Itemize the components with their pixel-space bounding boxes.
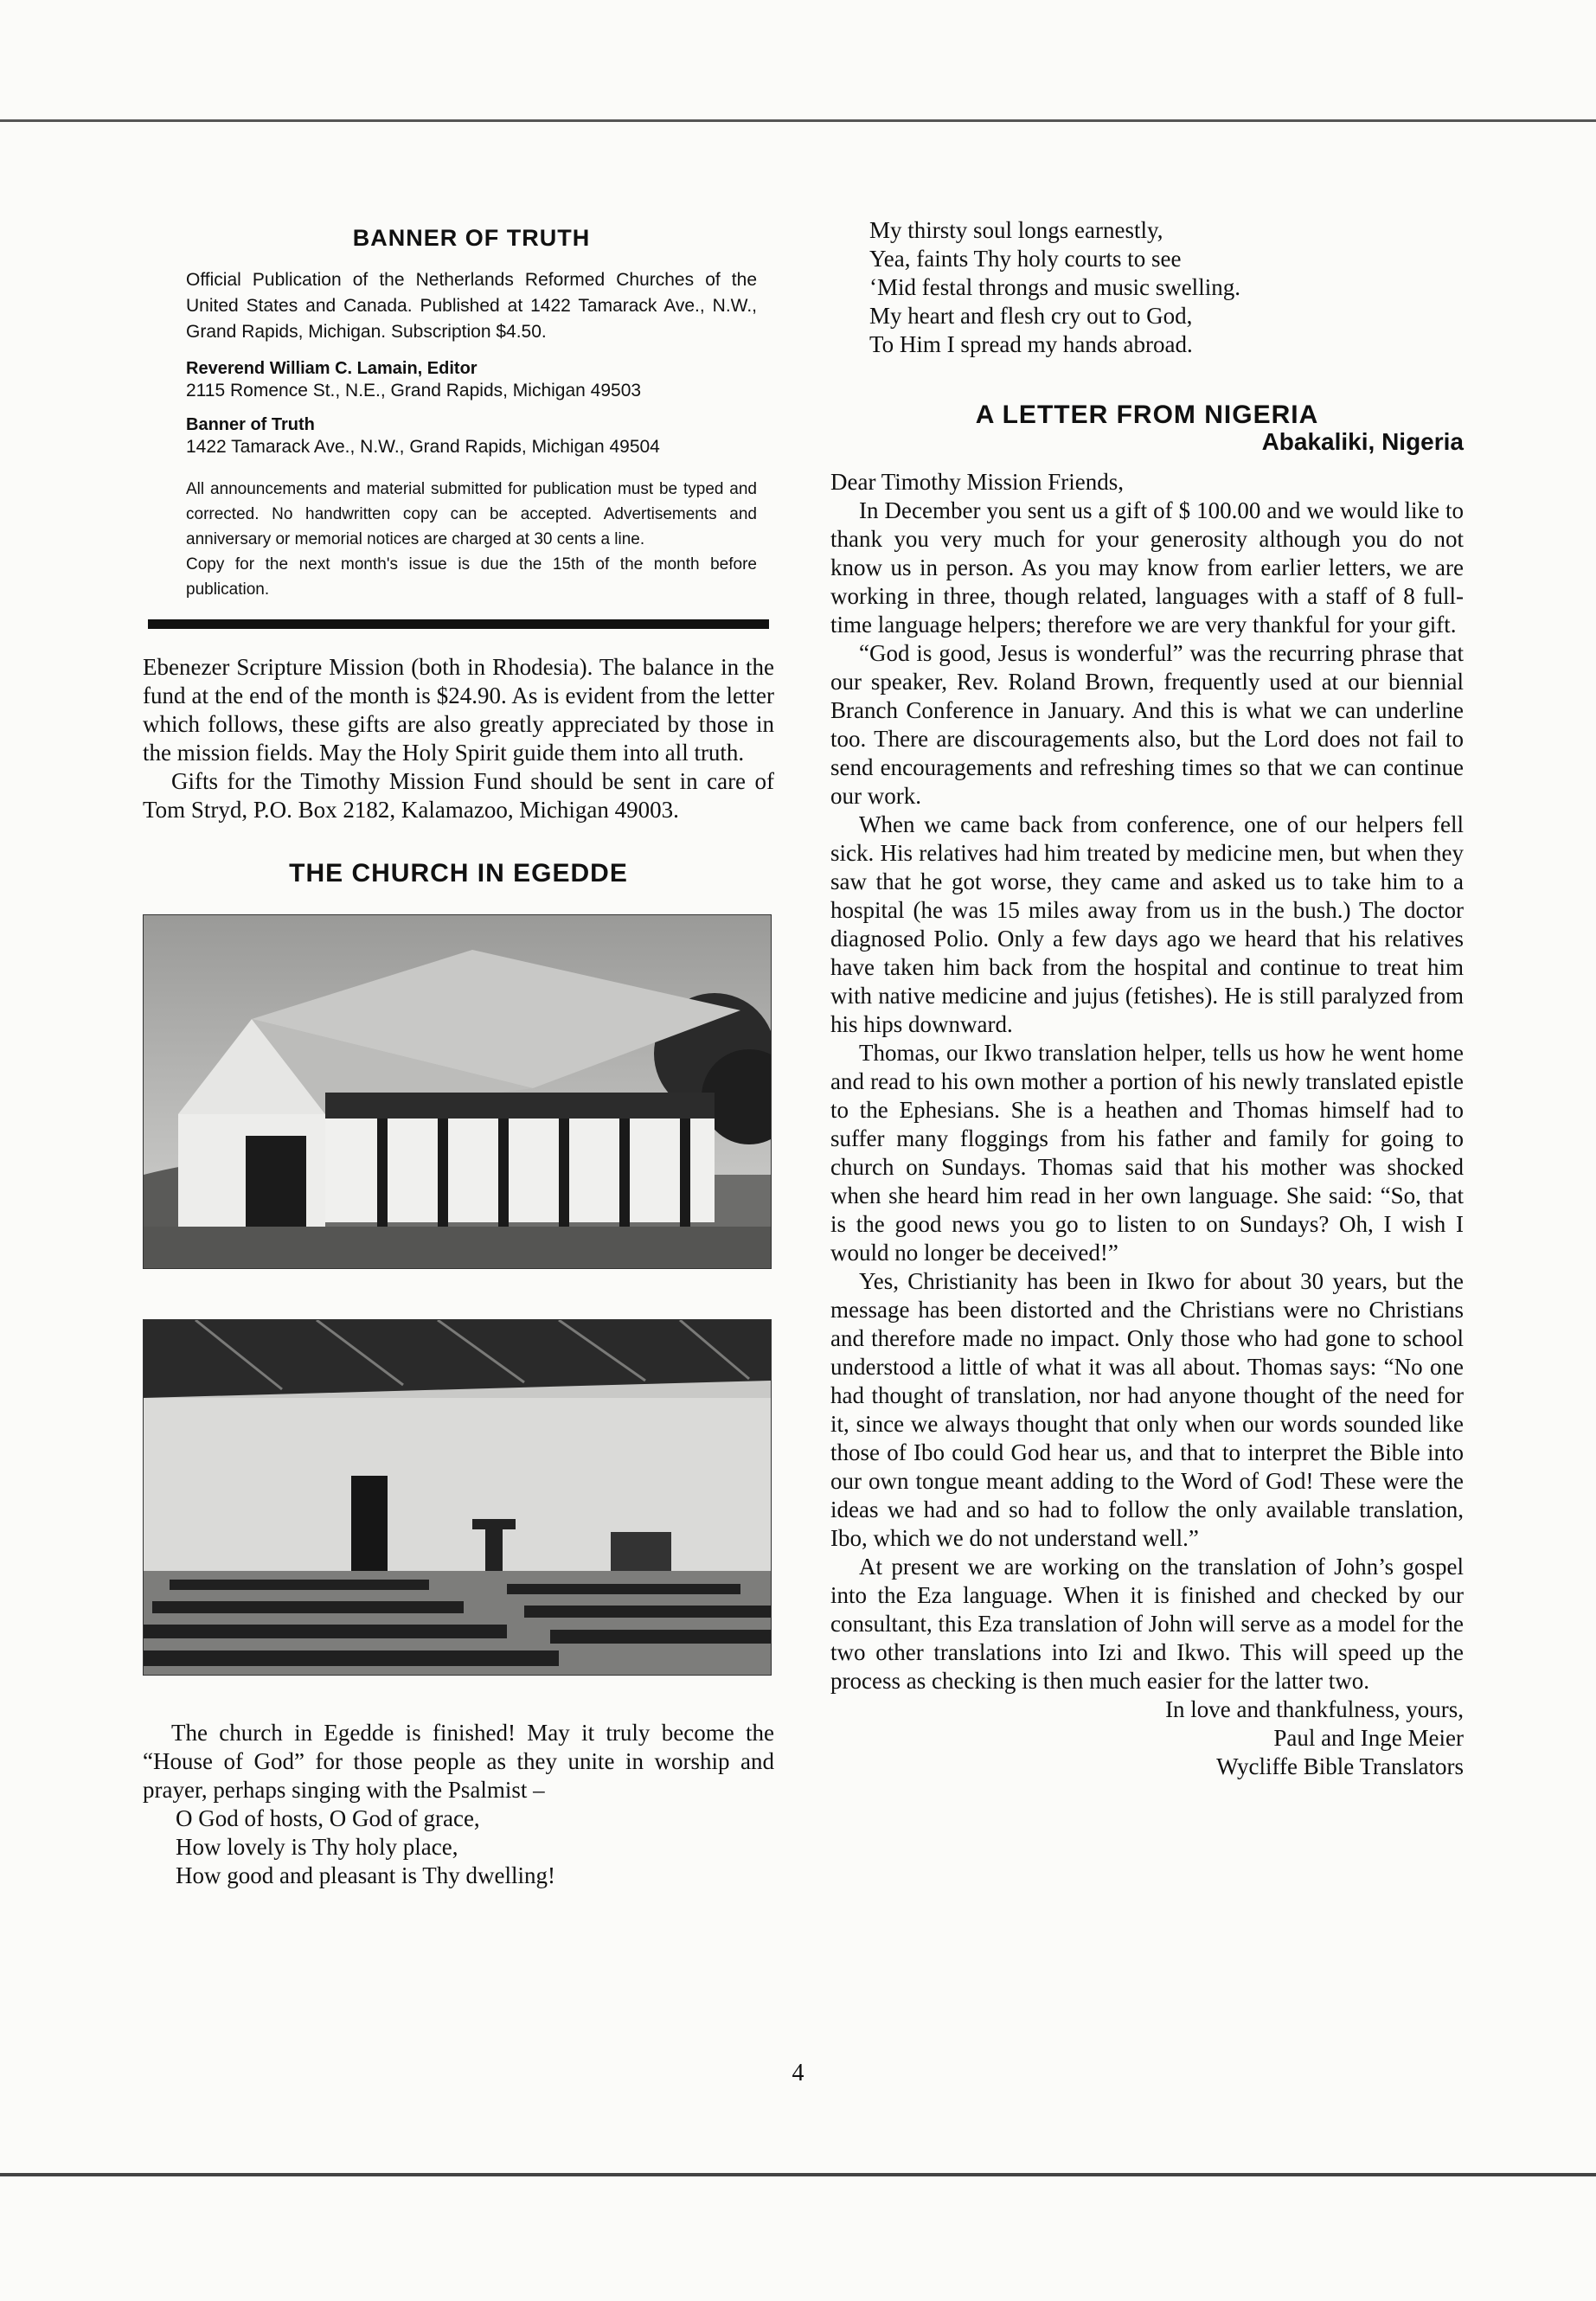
egedde-heading: THE CHURCH IN EGEDDE [289, 859, 628, 888]
psalm-verse-part-2 [869, 216, 1464, 359]
bottom-page-rule [0, 2173, 1596, 2176]
office-address: 1422 Tamarack Ave., N.W., Grand Rapids, Michigan 49504 [186, 437, 660, 457]
mission-fund-paragraph: Gifts for the Timothy Mission Fund should be sent in care of Tom Stryd, P.O. Box 2182, Kalamazoo, Michigan 49003. [143, 768, 774, 823]
left-column [143, 216, 774, 1890]
psalm-line: To Him I spread my hands abroad. [869, 331, 1193, 357]
letter-closing: In love and thankfulness, yours, [1165, 1696, 1464, 1722]
top-page-rule [0, 119, 1596, 122]
egedde-paragraph: The church in Egedde is finished! May it truly become the “House of God” for those people as they unite in worship and prayer, perhaps singing with the Psalmist – [143, 1720, 774, 1803]
submission-notice: All announcements and material submitted for publication must be typed and corrected. No handwritten copy can be accepted. Advertisements and anniversary or memorial notices are charged at 30 cents a line. [186, 480, 757, 548]
letter-paragraph: When we came back from conference, one of our helpers fell sick. His relatives had him treated by medicine men, but when they saw that he got worse, they came and asked us to take him to a hospital (he was 15 miles away from us in the bush.) The doctor diagnosed Polio. Only a few days ago we heard that his relatives have taken him back from the hospital and continue to treat him with native medicine and jujus (fetishes). He is still paralyzed from his hips downward. [830, 811, 1464, 1037]
letter-paragraph: “God is good, Jesus is wonderful” was the recurring phrase that our speaker, Rev. Roland Brown, frequently used at our biennial Branch Conference in January. And this is what we can underline too. There are discouragements also, but the Lord does not fail to send encouragements and refreshing times so that we can continue our work. [830, 640, 1464, 809]
letter-signers: Paul and Inge Meier [1273, 1725, 1464, 1751]
church-interior-photo [143, 1319, 772, 1676]
psalm-line: My thirsty soul longs earnestly, [869, 217, 1163, 243]
deadline-notice: Copy for the next month's issue is due the 15th of the month before publication. [186, 555, 757, 599]
psalm-line: How lovely is Thy holy place, [176, 1834, 458, 1860]
letter-signature [830, 1695, 1464, 1781]
psalm-line: My heart and flesh cry out to God, [869, 303, 1193, 329]
right-column [830, 216, 1464, 1781]
editor-label: Reverend William C. Lamain, Editor [186, 359, 478, 378]
page-number: 4 [792, 2060, 804, 2086]
masthead-box [143, 225, 774, 602]
letter-salutation: Dear Timothy Mission Friends, [830, 469, 1125, 495]
mission-fund-section [143, 653, 774, 824]
letter-dateline: Abakaliki, Nigeria [1261, 428, 1464, 455]
psalm-line: How good and pleasant is Thy dwelling! [176, 1862, 555, 1888]
church-exterior-photo [143, 914, 772, 1269]
psalm-line: O God of hosts, O God of grace, [176, 1805, 480, 1831]
letter-organization: Wycliffe Bible Translators [1216, 1753, 1464, 1779]
letter-paragraph: At present we are working on the translation of John’s gospel into the Eza language. When it is finished and checked by our consultant, this Eza translation of John will serve as a model for the two other translations into Izi and Ikwo. This will speed up the process as checking is then much easier for the latter two. [830, 1554, 1464, 1694]
psalm-line: ‘Mid festal throngs and music swelling. [869, 274, 1240, 300]
masthead-title: BANNER OF TRUTH [352, 225, 591, 251]
office-label: Banner of Truth [186, 415, 315, 434]
letter-paragraph: In December you sent us a gift of $ 100.00 and we would like to thank you very much for your generosity although you do not know us in person. As you may know from earlier letters, we are working in three, though related, languages with a staff of 8 full-time language helpers; therefore we are very thankful for your gift. [830, 497, 1464, 638]
editor-address: 2115 Romence St., N.E., Grand Rapids, Michigan 49503 [186, 381, 642, 401]
psalm-line: Yea, faints Thy holy courts to see [869, 246, 1182, 272]
psalm-verse-part-1 [176, 1804, 774, 1890]
masthead-divider [148, 619, 769, 629]
letter-paragraph: Thomas, our Ikwo translation helper, tells us how he went home and read to his own mother a portion of his newly translated epistle to the Ephesians. She is a heathen and Thomas himself had to suffer many floggings from his father and family for going to church on Sundays. Thomas said that his mother was shocked when she heard him read in her own language. She said: “So, that is the good news you go to listen to on Sundays? Oh, I wish I would no longer be deceived!” [830, 1040, 1464, 1266]
letter-heading: A LETTER FROM NIGERIA [975, 401, 1319, 429]
mission-fund-paragraph: Ebenezer Scripture Mission (both in Rhodesia). The balance in the fund at the end of the month is $24.90. As is evident from the letter which follows, these gifts are also greatly appreciated by those in the mission fields. May the Holy Spirit guide them into all truth. [143, 654, 774, 766]
masthead-description: Official Publication of the Netherlands Reformed Churches of the United States and Canada. Published at 1422 Tamarack Ave., N.W., Grand Rapids, Michigan. Subscription $4.50. [186, 270, 757, 342]
letter-paragraph: Yes, Christianity has been in Ikwo for about 30 years, but the message has been distorted and the Christians were no Christians and therefore made no impact. Only those who had gone to school understood a little of what it was all about. Thomas says: “No one had thought of translation, nor had anyone thought of the need for it, since we always thought that only when our words sounded like those of Ibo could God hear us, and that to interpret the Bible into our own tongue meant adding to the Word of God! These were the ideas we had and so had to follow the only available translation, Ibo, which we do not understand well.” [830, 1268, 1464, 1551]
